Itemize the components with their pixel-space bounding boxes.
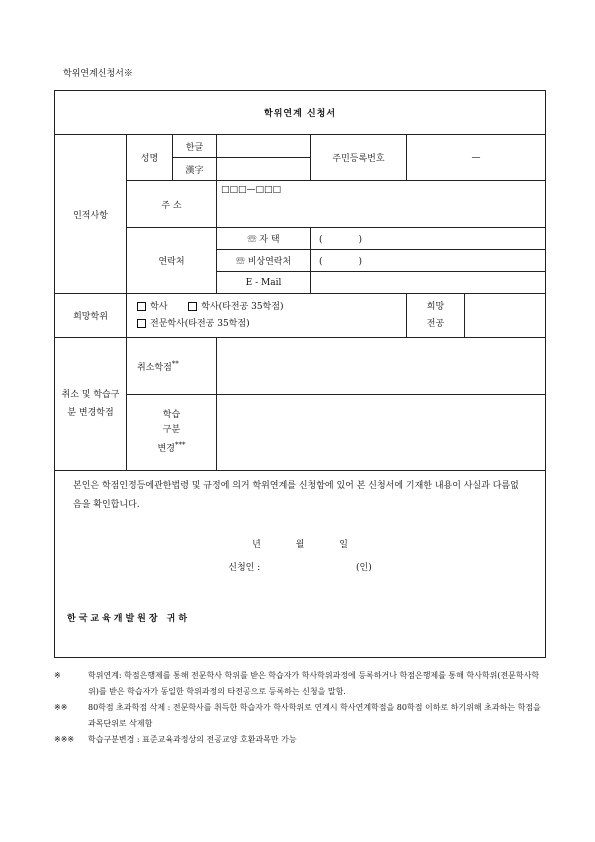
- declaration-block: [55, 471, 546, 658]
- form-label: 학위연계신청서※: [63, 69, 133, 79]
- footnotes: [54, 668, 547, 748]
- email-field[interactable]: [311, 272, 546, 294]
- bachelor-checkbox[interactable]: 학사: [137, 302, 167, 312]
- section-degree: 희망학위: [55, 294, 127, 338]
- date-year: 년: [252, 540, 261, 550]
- footnote: ※※ 80학점 초과학점 삭제 : 전문학사를 취득한 학습자가 학사학위로 연계시 학사연계학점을 80학점 이하로 하기위해 초과하는 학점을 과목단위로 삭제함: [54, 703, 541, 728]
- home-phone-label: ☏ 자 택: [217, 228, 311, 250]
- contact-label: 연락처: [127, 228, 217, 294]
- checkbox-box-icon: [137, 302, 146, 311]
- name-label: 성명: [127, 135, 173, 181]
- emergency-phone-field[interactable]: ( ): [311, 250, 546, 272]
- declaration-text: 본인은 학점인정등에관한법령 및 규정에 의거 학위연계를 신청함에 있어 본 신청서에 기재한 내용이 사실과 다름없음을 확인합니다.: [73, 481, 519, 510]
- emergency-phone-label: ☏ 비상연락처: [217, 250, 311, 272]
- date-month: 월: [295, 540, 305, 550]
- address-field[interactable]: [217, 181, 546, 228]
- resident-no-field[interactable]: —: [407, 135, 546, 181]
- home-phone-field[interactable]: ( ): [311, 228, 546, 250]
- footnote: ※ 학위연계: 학점은행제를 통해 전문학사 학위를 받은 학습자가 학사학위과정에 등록하거나 학점은행제를 통해 학사학위(전문학사학위)를 받은 학습자가 동일한 학위과정의 타전공으로 등록하는 신청을 말함.: [54, 671, 540, 696]
- associate-other-checkbox[interactable]: 전문학사(타전공 35학점): [137, 319, 250, 329]
- applicant-label: 신청인 :: [228, 563, 261, 573]
- study-type-change-field[interactable]: [217, 395, 546, 471]
- desired-major-field[interactable]: [465, 294, 546, 338]
- checkbox-box-icon: [188, 302, 197, 311]
- hangul-name-field[interactable]: [217, 135, 311, 158]
- address-label: 주 소: [127, 181, 217, 228]
- applicant-seal: (인): [356, 563, 372, 573]
- hanja-name-field[interactable]: [217, 158, 311, 181]
- addressee: 한국교육개발원장 귀하: [67, 614, 191, 624]
- degree-options: [127, 294, 407, 338]
- study-type-change-label: 학습 구분 변경***: [127, 395, 217, 471]
- date-day: 일: [339, 540, 348, 550]
- form-title: 학위연계 신청서: [55, 91, 546, 135]
- section-personal: 인적사항: [55, 135, 127, 294]
- postal-code-boxes: □□□—□□□: [221, 185, 282, 195]
- desired-major-label: 희망 전공: [407, 294, 465, 338]
- email-label: E - Mail: [217, 272, 311, 294]
- section-credits: 취소 및 학습구분 변경학점: [55, 338, 127, 471]
- hanja-label: 漢字: [173, 158, 217, 181]
- applicant-line: [59, 560, 541, 573]
- cancel-credits-label: 취소학점**: [127, 338, 217, 395]
- hangul-label: 한글: [173, 135, 217, 158]
- checkbox-box-icon: [137, 319, 146, 328]
- date-line: [59, 537, 541, 550]
- bachelor-other-checkbox[interactable]: 학사(타전공 35학점): [188, 302, 283, 312]
- application-form: [54, 90, 546, 658]
- resident-no-label: 주민등록번호: [311, 135, 407, 181]
- footnote: ※※※ 학습구분변경 : 표준교육과정상의 전공교양 호환과목만 가능: [54, 735, 297, 744]
- cancel-credits-field[interactable]: [217, 338, 546, 395]
